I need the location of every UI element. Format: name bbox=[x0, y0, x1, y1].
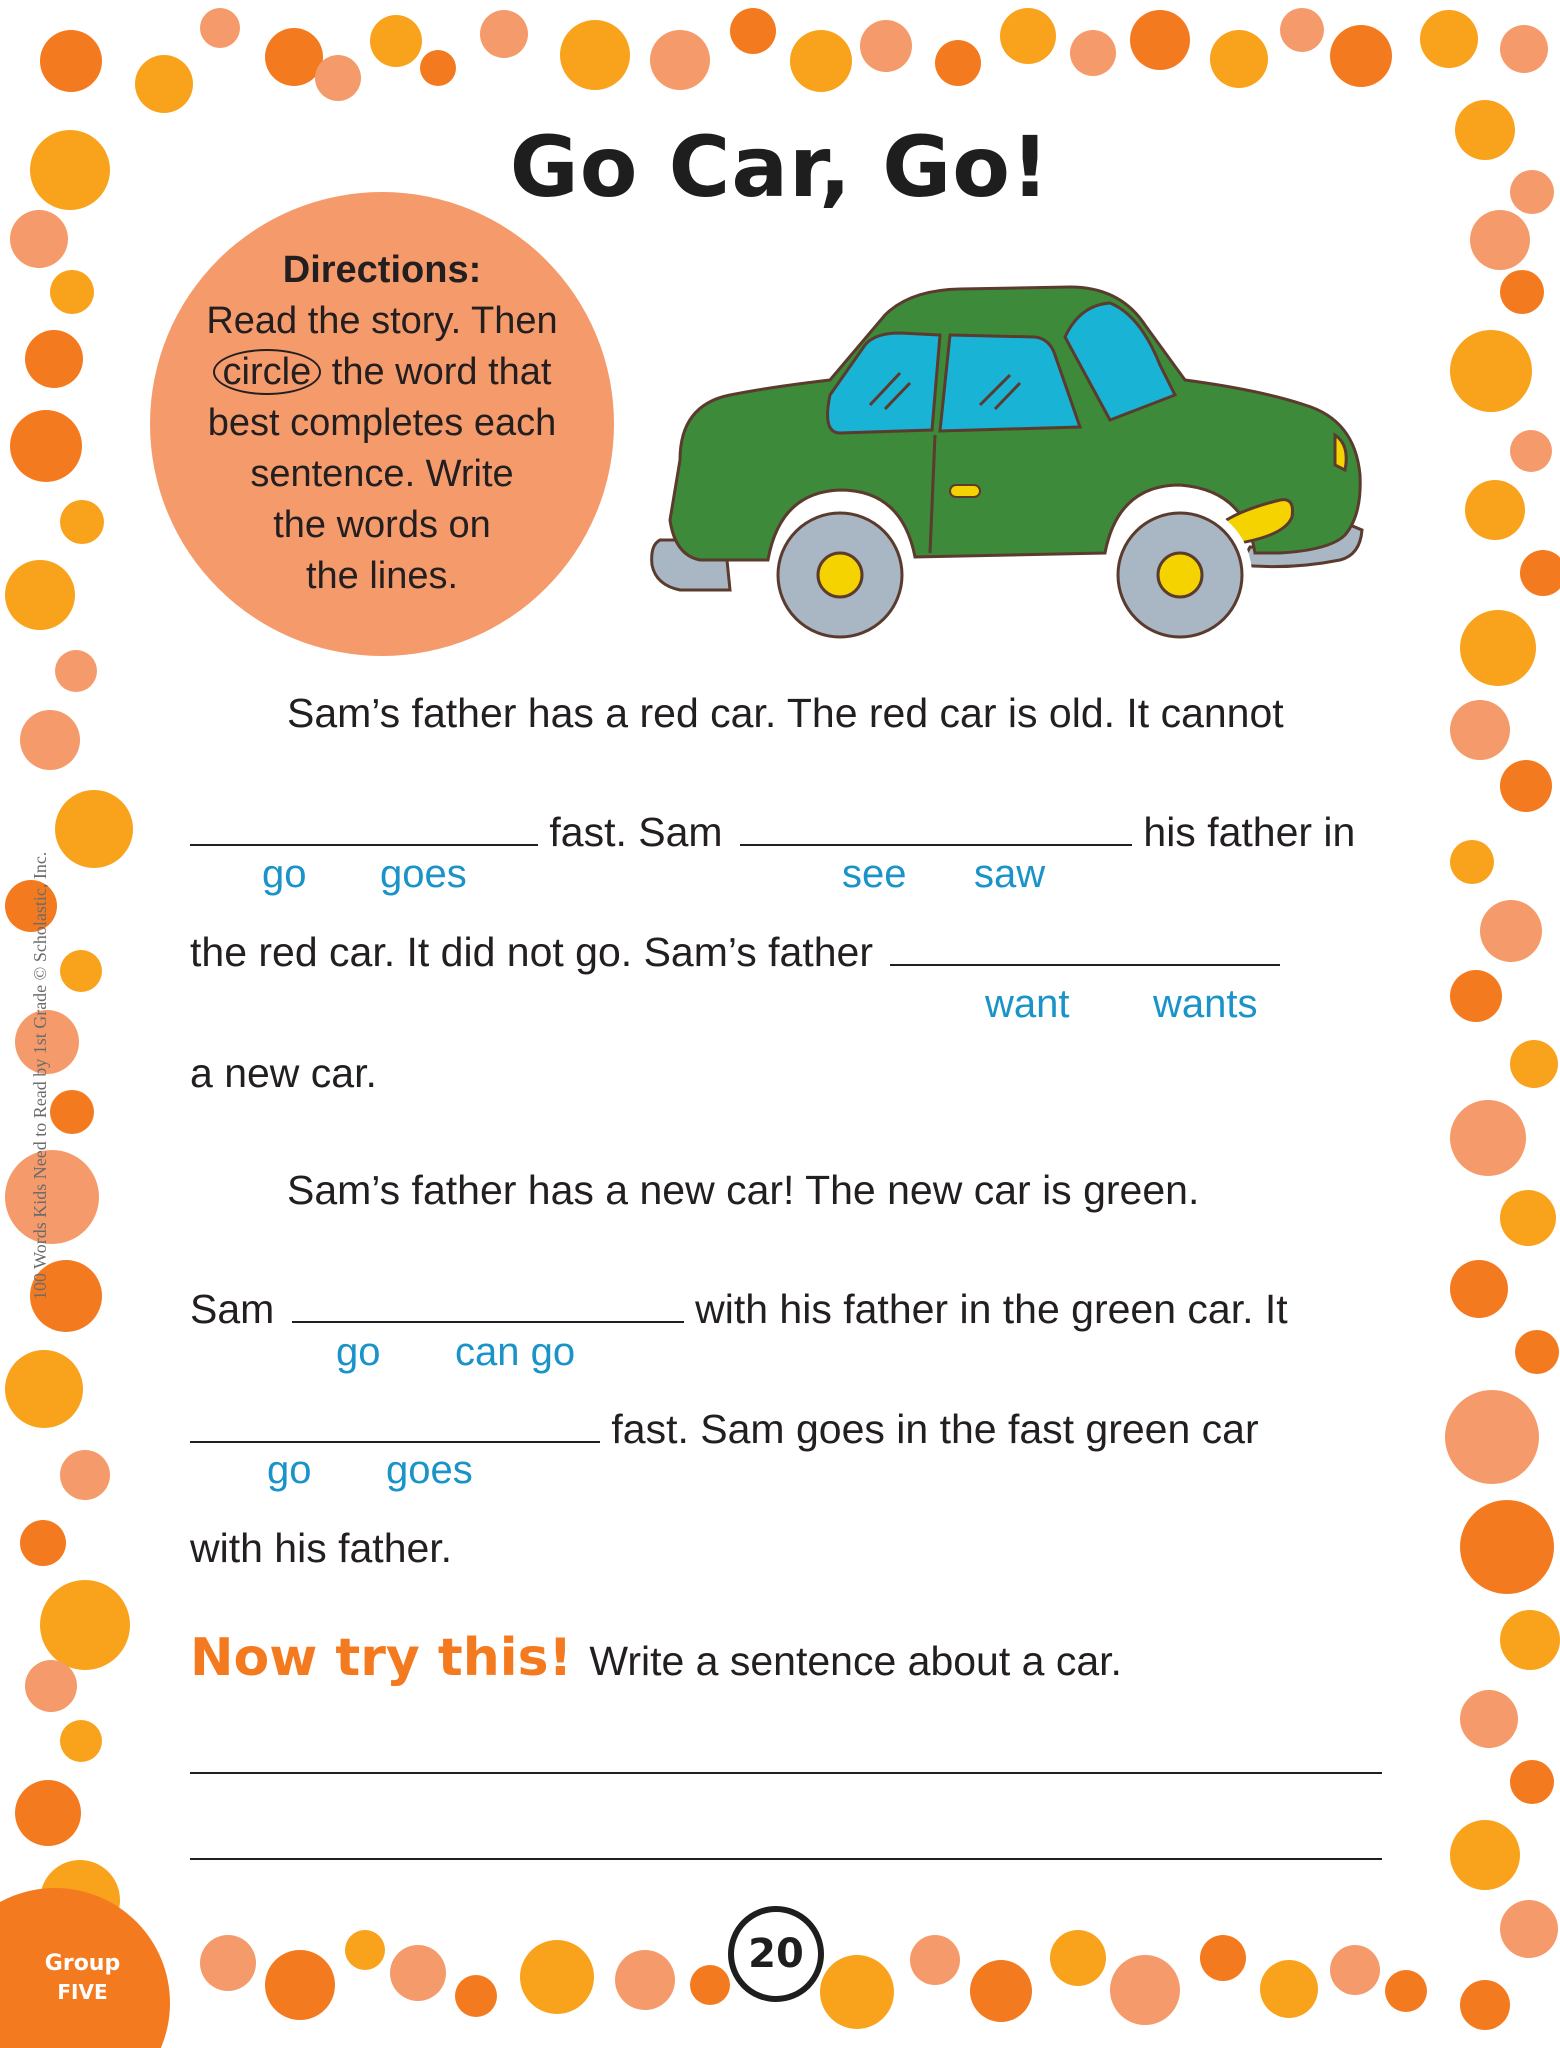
story-line: Sam’s father has a red car. The red car is old. It cannot bbox=[287, 690, 1284, 736]
word-choice[interactable]: goes bbox=[380, 852, 467, 896]
now-try-instruction: Write a sentence about a car. bbox=[589, 1638, 1122, 1684]
directions-line: the words on bbox=[273, 504, 491, 546]
directions-line: sentence. Write bbox=[250, 453, 514, 495]
page-number: 20 bbox=[728, 1906, 824, 2002]
now-try-heading: Now try this! bbox=[190, 1628, 573, 1688]
answer-blank[interactable] bbox=[890, 928, 1280, 966]
word-choice[interactable]: want bbox=[985, 982, 1070, 1026]
word-choice[interactable]: go bbox=[262, 852, 307, 896]
copyright-notice: 100 Words Kids Need to Read by 1st Grade © Scholastic, Inc. bbox=[30, 851, 50, 1300]
story-line bbox=[190, 1405, 1259, 1453]
group-number: FIVE bbox=[57, 1980, 108, 2004]
word-choice[interactable]: go bbox=[336, 1330, 381, 1374]
word-choice[interactable]: wants bbox=[1153, 982, 1258, 1026]
writing-line[interactable] bbox=[190, 1858, 1382, 1860]
story-line: Sam’s father has a new car! The new car is green. bbox=[287, 1167, 1200, 1213]
directions-line-rest: the word that bbox=[321, 351, 552, 393]
word-choice[interactable]: goes bbox=[386, 1448, 473, 1492]
group-word: Group bbox=[44, 1951, 121, 1976]
directions-line: Read the story. Then bbox=[206, 300, 558, 342]
answer-blank[interactable] bbox=[740, 808, 1132, 846]
story-text-segment: the red car. It did not go. Sam’s father bbox=[190, 929, 873, 975]
story-text-segment: with his father in the green car. It bbox=[695, 1286, 1288, 1332]
story-text-segment: Sam bbox=[190, 1286, 275, 1332]
page-title: Go Car, Go! bbox=[509, 118, 1051, 216]
answer-blank[interactable] bbox=[190, 1405, 600, 1443]
story-line: with his father. bbox=[190, 1525, 453, 1571]
directions-heading: Directions: bbox=[282, 249, 482, 291]
story-line bbox=[190, 808, 1355, 856]
story-text-segment: his father in bbox=[1143, 809, 1356, 855]
story-line bbox=[190, 1285, 1288, 1333]
story-text-segment: fast. Sam goes in the fast green car bbox=[611, 1406, 1259, 1452]
word-choice[interactable]: can go bbox=[455, 1330, 576, 1374]
story-line bbox=[190, 928, 1280, 976]
word-choice[interactable]: go bbox=[267, 1448, 312, 1492]
story-text-segment: fast. Sam bbox=[549, 809, 723, 855]
story-line: a new car. bbox=[190, 1050, 377, 1096]
answer-blank[interactable] bbox=[190, 808, 538, 846]
word-choice[interactable]: see bbox=[842, 852, 907, 896]
now-try-this bbox=[190, 1628, 1122, 1688]
directions-line: the lines. bbox=[305, 555, 459, 597]
circled-word: circle bbox=[213, 349, 322, 395]
group-label bbox=[30, 1950, 135, 2006]
word-choice[interactable]: saw bbox=[974, 852, 1046, 896]
directions-line: best completes each bbox=[207, 402, 557, 444]
answer-blank[interactable] bbox=[292, 1285, 684, 1323]
writing-line[interactable] bbox=[190, 1772, 1382, 1774]
